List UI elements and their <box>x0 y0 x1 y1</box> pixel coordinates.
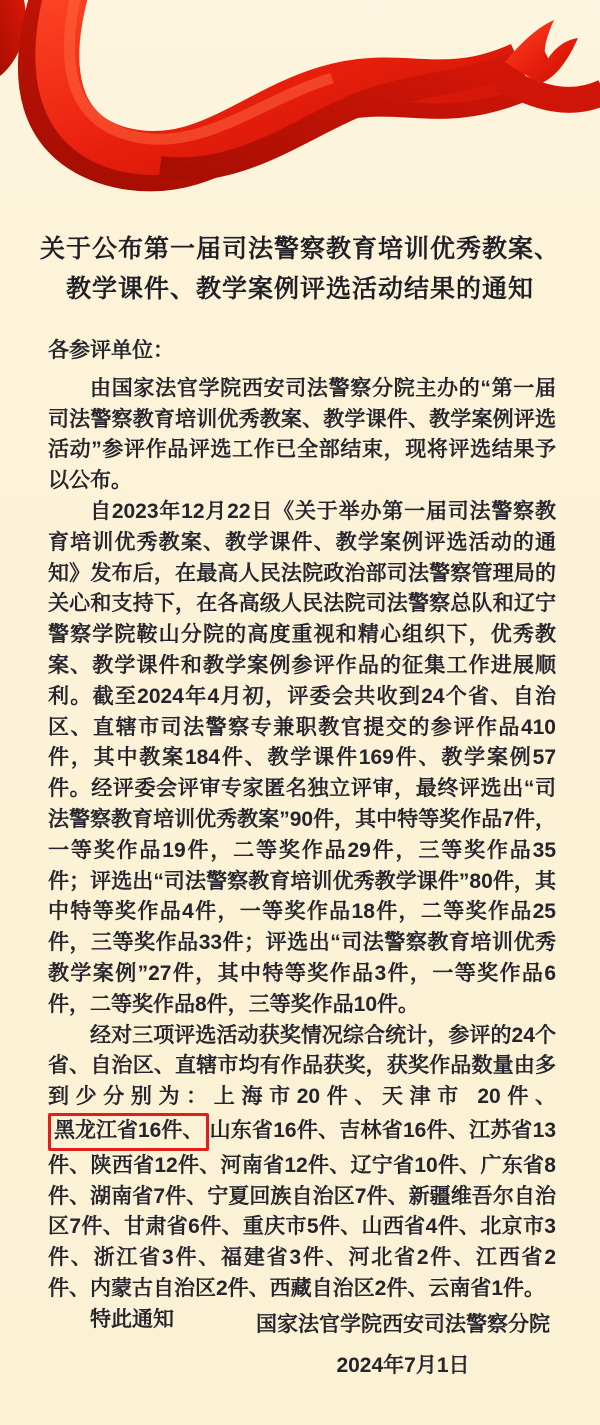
paragraph-statistics <box>48 1021 556 1305</box>
title-line-2: 教学课件、教学案例评选活动结果的通知 <box>65 275 534 303</box>
statistics-after-highlight: 山东省16件、吉林省16件、江苏省13件、陕西省12件、河南省12件、辽宁省10件、广东省8件、湖南省7件、宁夏回族自治区7件、新疆维吾尔自治区7件、甘肃省6件、重庆市5件、山西省4件、北京市3件、浙江省3件、福建省3件、河北省2件、江西省2件、内蒙古自治区2件、西藏自治区2件、云南省1件。 <box>48 1118 556 1300</box>
highlight-text: 黑龙江省16件、 <box>54 1118 204 1142</box>
closing-note: 特此通知 <box>90 1307 174 1331</box>
statistics-before-highlight: 经对三项评选活动获奖情况综合统计，参评的24个省、自治区、直辖市均有作品获奖，获奖作品数量由多到少分别为：上海市20件、天津市 20件、 <box>48 1023 556 1109</box>
notice-body <box>48 336 556 1336</box>
salutation: 各参评单位： <box>48 339 174 362</box>
highlight-box <box>48 1113 209 1151</box>
paragraph-results: 自2023年12月22日《关于举办第一届司法警察教育培训优秀教案、教学课件、教学案例评选活动的通知》发布后，在最高人民法院政治部司法警察管理局的关心和支持下，在各高级人民法院司法警察总队和辽宁警察学院鞍山分院的高度重视和精心组织下，优秀教案、教学课件和教学案例参评作品的征集工作进展顺利。截至2024年4月初，评委会共收到24个省、自治区、直辖市司法警察专兼职教官提交的参评作品410件，其中教案184件、教学课件169件、教学案例57件。经评委会评审专家匿名独立评审，最终评选出“司法警察教育培训优秀教案”90件，其中特等奖作品7件，一等奖作品19件，二等奖作品29件，三等奖作品35件；评选出“司法警察教育培训优秀教学课件”80件，其中特等奖作品4件，一等奖作品18件，二等奖作品25件，三等奖作品33件；评选出“司法警察教育培训优秀教学案例”27件，其中特等奖作品3件，一等奖作品6件，二等奖作品8件，三等奖作品10件。 <box>48 499 556 1016</box>
signature-block <box>256 1308 550 1379</box>
signature-organization: 国家法官学院西安司法警察分院 <box>256 1313 550 1336</box>
notice-title <box>0 229 600 309</box>
red-ribbon-graphic <box>0 0 600 200</box>
red-ribbon-icon <box>0 0 600 200</box>
signature-date: 2024年7月1日 <box>336 1354 470 1377</box>
paragraph-intro: 由国家法官学院西安司法警察分院主办的“第一届司法警察教育培训优秀教案、教学课件、教学案例评选活动”参评作品评选工作已全部结束，现将评选结果予以公布。 <box>48 376 556 493</box>
title-line-1: 关于公布第一届司法警察教育培训优秀教案、 <box>39 235 560 263</box>
